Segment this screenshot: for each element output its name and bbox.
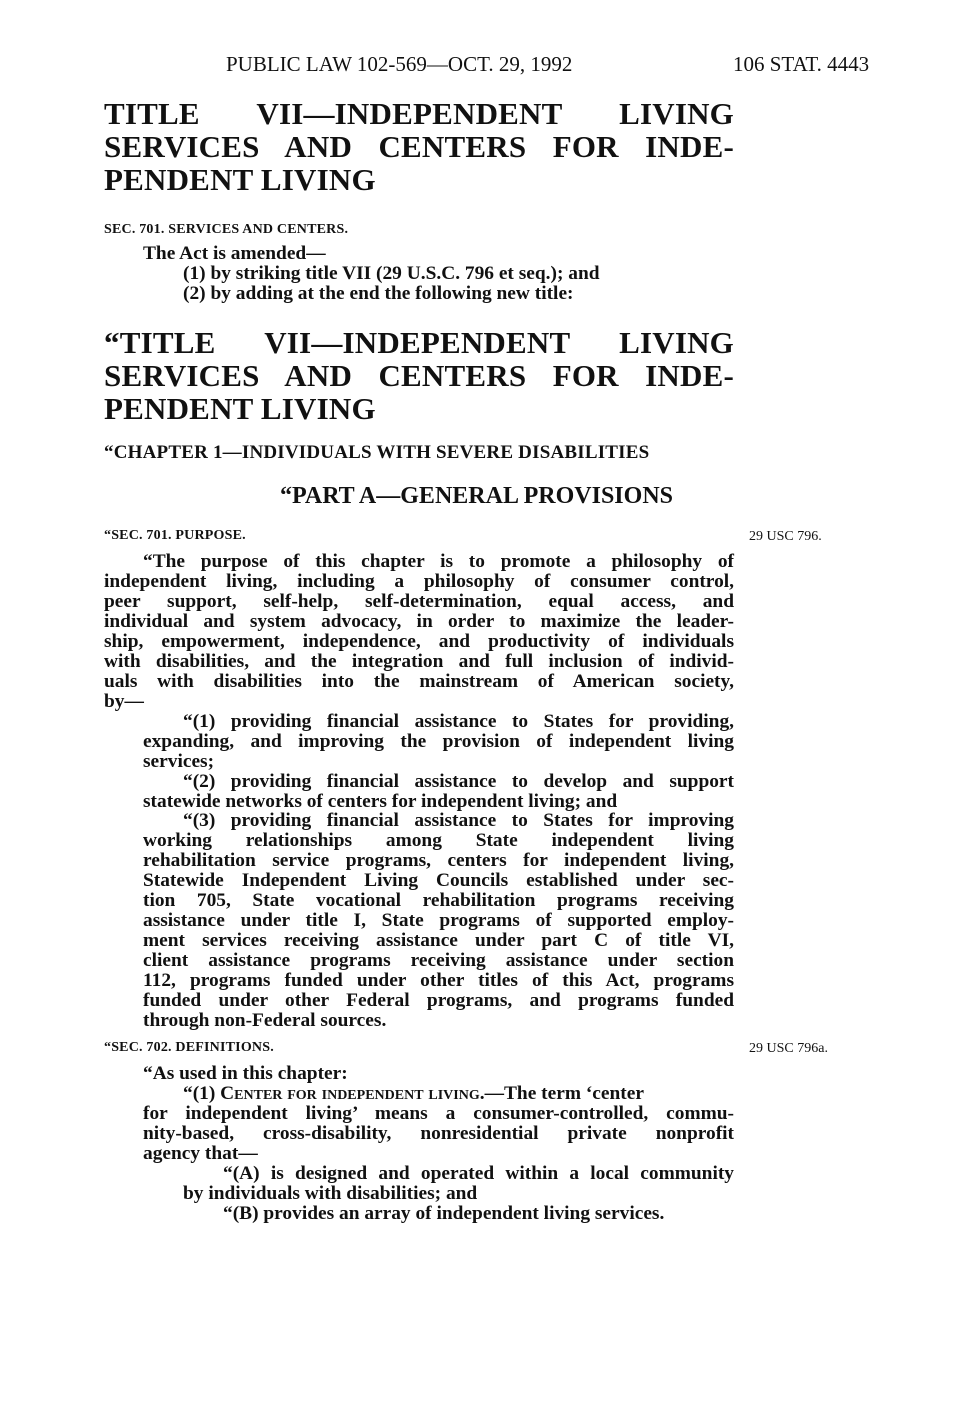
purpose-heading: “SEC. 701. PURPOSE. [104,528,246,543]
quoted-title-heading [104,326,734,425]
text-line: services; [143,751,215,772]
title-line: SERVICES AND CENTERS FOR INDE- [104,358,734,393]
text-line: independent living, including a philosophy of consumer control, [104,571,734,592]
purpose-item-2 [143,772,734,812]
text-line: working relationships among State independent living [143,830,734,851]
text-line: ship, empowerment, independence, and productivity of individuals [104,631,734,652]
title-line: PENDENT LIVING [104,162,376,197]
amend-item-2: (2) by adding at the end the following new title: [183,283,574,304]
text-line: by— [104,691,144,712]
text-line: client assistance programs receiving assistance under section [143,950,734,971]
text-line: uals with disabilities into the mainstream of American society, [104,671,734,692]
text-line: “(3) providing financial assistance to States for improving [183,810,734,831]
text-line: through non-Federal sources. [143,1010,387,1031]
section-701-heading: SEC. 701. SERVICES AND CENTERS. [104,222,349,237]
text-line: “(A) is designed and operated within a local community [223,1163,734,1184]
text-line: “(1) providing financial assistance to States for providing, [183,711,734,732]
amend-item-1: (1) by striking title VII (29 U.S.C. 796 et seq.); and [183,263,600,284]
defined-term: Center for independent living [220,1083,480,1104]
text-line: expanding, and improving the provision of independent living [143,731,734,752]
text-line: tion 705, State vocational rehabilitation programs receiving [143,890,734,911]
text-line: with disabilities, and the integration and full inclusion of individ- [104,651,734,672]
part-heading: “PART A—GENERAL PROVISIONS [279,483,673,509]
definitions-heading: “SEC. 702. DEFINITIONS. [104,1040,274,1055]
title-line: PENDENT LIVING [104,391,376,426]
definitions-intro: “As used in this chapter: [143,1063,348,1084]
text-line: peer support, self-help, self-determination, equal access, and [104,591,734,612]
chapter-heading: “CHAPTER 1—INDIVIDUALS WITH SEVERE DISABILITIES [104,442,650,463]
title-line: SERVICES AND CENTERS FOR INDE- [104,129,734,164]
running-header-left: PUBLIC LAW 102-569—OCT. 29, 1992 [226,52,573,76]
text-line: assistance under title I, State programs of supported employ- [143,910,734,931]
definition-item-1 [143,1084,734,1164]
purpose-paragraph [104,552,734,712]
text-line: “The purpose of this chapter is to promote a philosophy of [143,551,734,572]
purpose-item-1 [143,712,734,772]
definition-item-a [183,1164,734,1204]
text-line: by individuals with disabilities; and [183,1183,478,1204]
margin-citation: 29 USC 796. [749,529,822,544]
title-line: TITLE VII—INDEPENDENT LIVING [104,96,734,131]
text-line: funded under other Federal programs, and programs funded [143,990,734,1011]
text-line: “(2) providing financial assistance to develop and support [183,771,734,792]
text-line: agency that— [143,1143,258,1164]
definition-item-b: “(B) provides an array of independent living services. [223,1203,665,1224]
text-fragment: .—The term ‘center [479,1083,644,1104]
item-number: “(1) [183,1083,221,1104]
text-line: 112, programs funded under other titles of this Act, programs [143,970,734,991]
text-line: rehabilitation service programs, centers for independent living, [143,850,734,871]
text-line: for independent living’ means a consumer-controlled, commu- [143,1103,734,1124]
text-line: nity-based, cross-disability, nonresidential private nonprofit [143,1123,734,1144]
text-line: individual and system advocacy, in order to maximize the leader- [104,611,734,632]
text-line [143,1084,734,1104]
title-line: “TITLE VII—INDEPENDENT LIVING [104,325,734,360]
text-line: ment services receiving assistance under part C of title VI, [143,930,734,951]
margin-citation: 29 USC 796a. [749,1041,828,1056]
running-header-right: 106 STAT. 4443 [733,52,870,76]
purpose-item-3 [143,811,734,1031]
text-line: statewide networks of centers for independent living; and [143,791,618,812]
amend-intro: The Act is amended— [143,243,326,264]
title-heading [104,97,734,196]
text-line: Statewide Independent Living Councils established under sec- [143,870,734,891]
